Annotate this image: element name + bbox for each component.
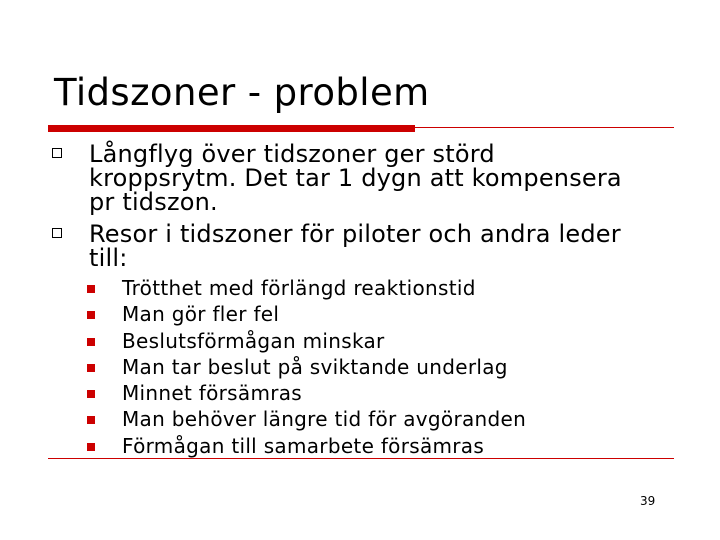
title-underline-thick bbox=[48, 125, 415, 132]
footer-divider bbox=[48, 458, 674, 459]
list-item-text: Minnet försämras bbox=[122, 381, 303, 406]
bullet-2-line-2: till: bbox=[89, 244, 128, 272]
hollow-square-bullet-icon bbox=[52, 228, 62, 238]
page-number: 39 bbox=[640, 494, 656, 508]
bullet-2-line-1: Resor i tidszoner för piloter och andra leder bbox=[89, 220, 621, 248]
filled-square-bullet-icon bbox=[87, 364, 95, 372]
bullet-1 bbox=[89, 142, 679, 214]
list-item bbox=[122, 354, 682, 380]
list-item bbox=[122, 433, 682, 459]
filled-square-bullet-icon bbox=[87, 390, 95, 398]
hollow-square-bullet-icon bbox=[52, 148, 62, 158]
sub-bullet-list bbox=[122, 275, 682, 459]
list-item-text: Förmågan till samarbete försämras bbox=[122, 433, 485, 458]
bullet-1-line-1: Långflyg över tidszoner ger störd bbox=[89, 140, 495, 168]
list-item-text: Man tar beslut på sviktande underlag bbox=[122, 354, 508, 379]
list-item bbox=[122, 275, 682, 301]
filled-square-bullet-icon bbox=[87, 443, 95, 451]
list-item bbox=[122, 301, 682, 327]
bullet-1-line-2: kroppsrytm. Det tar 1 dygn att kompensera bbox=[89, 164, 622, 192]
filled-square-bullet-icon bbox=[87, 285, 95, 293]
list-item-text: Man behöver längre tid för avgöranden bbox=[122, 407, 527, 432]
list-item bbox=[122, 328, 682, 354]
filled-square-bullet-icon bbox=[87, 338, 95, 346]
slide-title: Tidszoner - problem bbox=[54, 71, 430, 114]
filled-square-bullet-icon bbox=[87, 311, 95, 319]
list-item-text: Trötthet med förlängd reaktionstid bbox=[122, 276, 476, 300]
list-item-text: Man gör fler fel bbox=[122, 302, 280, 327]
list-item bbox=[122, 406, 682, 432]
list-item bbox=[122, 380, 682, 406]
filled-square-bullet-icon bbox=[87, 416, 95, 424]
list-item-text: Beslutsförmågan minskar bbox=[122, 328, 385, 353]
bullet-2 bbox=[89, 222, 679, 270]
bullet-1-line-3: pr tidszon. bbox=[89, 188, 218, 216]
